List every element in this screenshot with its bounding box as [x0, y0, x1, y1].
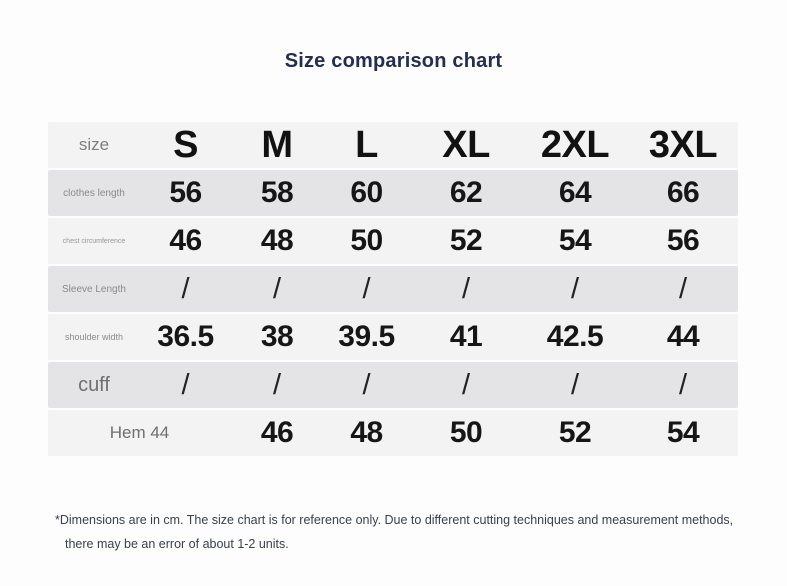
table-cell: / [678, 368, 688, 401]
table-cell: 42.5 [546, 320, 604, 353]
row-label-chest-circumference: chest circumference [62, 237, 126, 245]
footnote-line-2: there may be an error of about 1-2 units. [65, 537, 289, 551]
header-label-size: size [78, 135, 110, 154]
table-cell: / [570, 368, 580, 401]
table-cell: 50 [449, 416, 483, 449]
row-label-clothes-length: clothes length [63, 187, 125, 199]
table-row-chest-circumference [48, 218, 738, 264]
table-cell: / [461, 368, 471, 401]
table-cell: 58 [260, 176, 294, 209]
table-row-clothes-length [48, 170, 738, 216]
table-header-row [48, 122, 738, 168]
footnote-line-1: *Dimensions are in cm. The size chart is for reference only. Due to different cutting techniques and measurement methods, [55, 513, 734, 527]
column-header-s: S [173, 123, 198, 166]
table-cell: / [570, 272, 580, 305]
table-cell: 39.5 [338, 320, 395, 353]
column-header-l: L [355, 123, 378, 166]
table-cell: / [181, 272, 190, 305]
table-row-shoulder-width [48, 314, 738, 360]
table-row-sleeve-length [48, 266, 738, 312]
column-header-2xl: 2XL [540, 123, 610, 166]
table-cell: / [181, 368, 190, 401]
table-cell: 48 [260, 224, 294, 257]
table-cell: 38 [260, 320, 294, 353]
table-cell: 64 [558, 176, 592, 209]
table-cell: 56 [169, 176, 202, 209]
table-row-hem [48, 410, 738, 456]
table-cell: / [678, 272, 688, 305]
table-cell: 46 [169, 224, 202, 257]
table-cell: 54 [666, 416, 700, 449]
column-header-xl: XL [442, 123, 490, 166]
column-header-m: M [261, 123, 293, 166]
table-cell: 50 [350, 224, 383, 257]
table-cell: 36.5 [157, 320, 214, 353]
table-cell: / [461, 272, 471, 305]
table-cell: 41 [449, 320, 483, 353]
table-cell: 52 [558, 416, 592, 449]
table-cell: / [362, 272, 371, 305]
table-cell: 48 [350, 416, 383, 449]
table-cell: 56 [666, 224, 700, 257]
row-label-shoulder-width: shoulder width [64, 332, 124, 342]
table-row-cuff [48, 362, 738, 408]
table-cell: 46 [260, 416, 294, 449]
page-title: Size comparison chart [284, 50, 503, 72]
table-cell: 52 [449, 224, 483, 257]
row-label-sleeve-length: Sleeve Length [62, 283, 126, 295]
table-cell: 54 [558, 224, 592, 257]
size-comparison-table [48, 122, 738, 456]
table-cell: / [362, 368, 371, 401]
row-label-hem: Hem 44 [109, 423, 170, 442]
row-label-cuff: cuff [78, 373, 110, 396]
table-cell: 60 [350, 176, 383, 209]
table-cell: 66 [666, 176, 700, 209]
table-cell: 44 [666, 320, 700, 353]
column-header-3xl: 3XL [648, 123, 718, 166]
footnote [55, 508, 755, 556]
table-cell: 62 [449, 176, 483, 209]
table-cell: / [272, 272, 282, 305]
table-cell: / [272, 368, 282, 401]
